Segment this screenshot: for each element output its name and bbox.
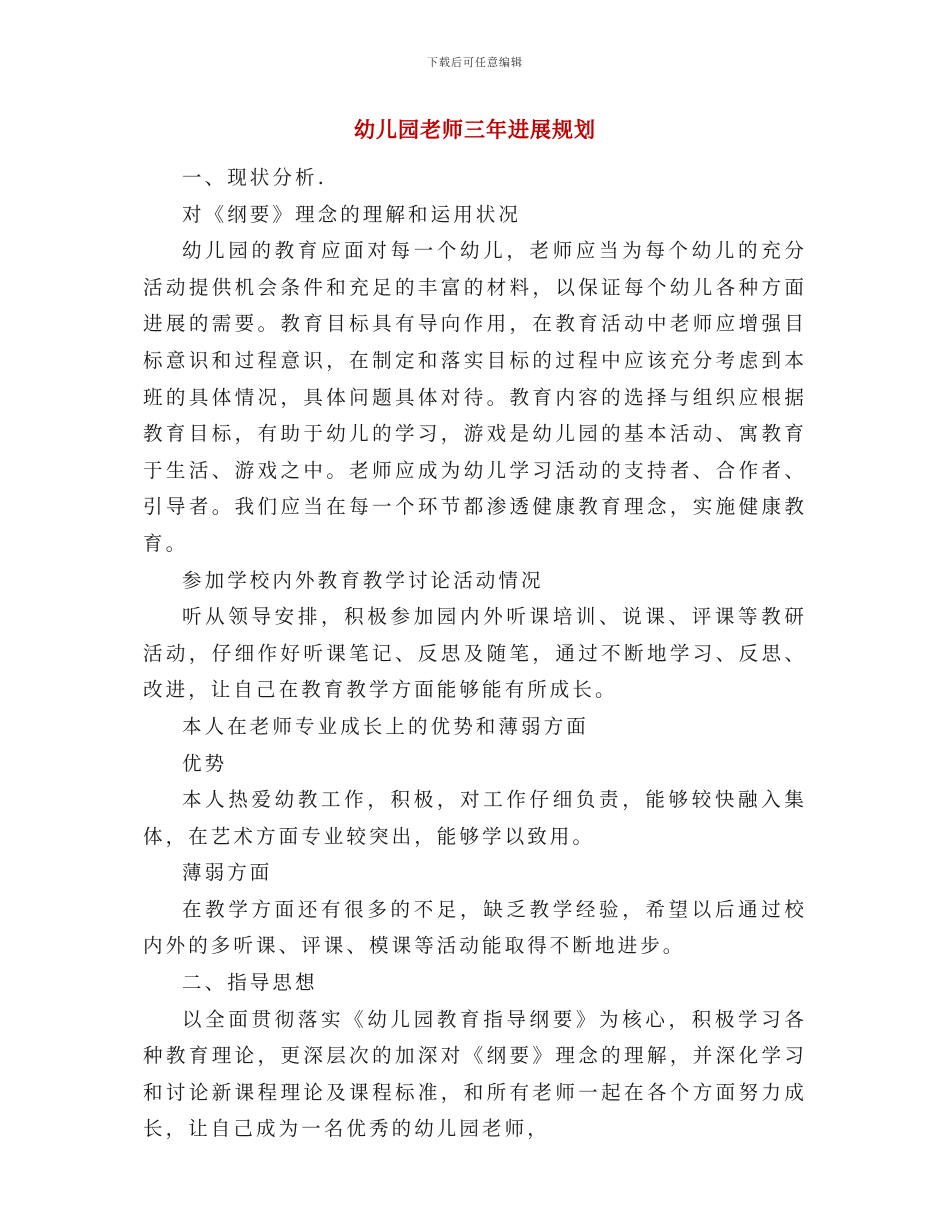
subheading-strengths: 优势 [182,751,228,775]
paragraph-research-activities: 听从领导安排，积极参加园内外听课培训、说课、评课等教研活动，仔细作好听课笔记、反思及随笔，通过不断地学习、反思、改进，让自己在教育教学方面能够能有所成长。 [143,605,807,702]
subheading-strengths-weaknesses: 本人在老师专业成长上的优势和薄弱方面 [182,714,589,738]
paragraph-guiding-ideology: 以全面贯彻落实《幼儿园教育指导纲要》为核心，积极学习各种教育理论，更深层次的加深对《纲要》理念的理解，并深化学习和讨论新课程理论及课程标准，和所有老师一起在各个方面努力成长，让自己成为一名优秀的幼儿园老师， [143,1007,807,1141]
subheading-weaknesses: 薄弱方面 [182,861,273,885]
document-title: 幼儿园老师三年进展规划 [354,118,596,142]
paragraph-strengths: 本人热爱幼教工作，积极，对工作仔细负责，能够较快融入集体，在艺术方面专业较突出，能够学以致用。 [143,788,807,848]
header-note: 下载后可任意编辑 [427,56,523,69]
subheading-guideline-understanding: 对《纲要》理念的理解和运用状况 [182,202,522,226]
paragraph-weaknesses: 在教学方面还有很多的不足，缺乏教学经验，希望以后通过校内外的多听课、评课、模课等活动能取得不断地进步。 [143,897,807,958]
subheading-research-activities: 参加学校内外教育教学讨论活动情况 [182,568,544,592]
paragraph-education-philosophy: 幼儿园的教育应面对每一个幼儿，老师应当为每个幼儿的充分活动提供机会条件和充足的丰富的材料，以保证每个幼儿各种方面进展的需要。教育目标具有导向作用，在教育活动中老师应增强目标意识和过程意识，在制定和落实目标的过程中应该充分考虑到本班的具体情况，具体问题具体对待。教育内容的选择与组织应根据教育目标，有助于幼儿的学习，游戏是幼儿园的基本活动、寓教育于生活、游戏之中。老师应成为幼儿学习活动的支持者、合作者、引导者。我们应当在每一个环节都渗透健康教育理念，实施健康教育。 [143,239,807,555]
section-heading-guiding-ideology: 二、指导思想 [182,971,318,995]
document-body [143,160,807,1148]
section-heading-status-analysis: 一、现状分析. [182,166,327,189]
